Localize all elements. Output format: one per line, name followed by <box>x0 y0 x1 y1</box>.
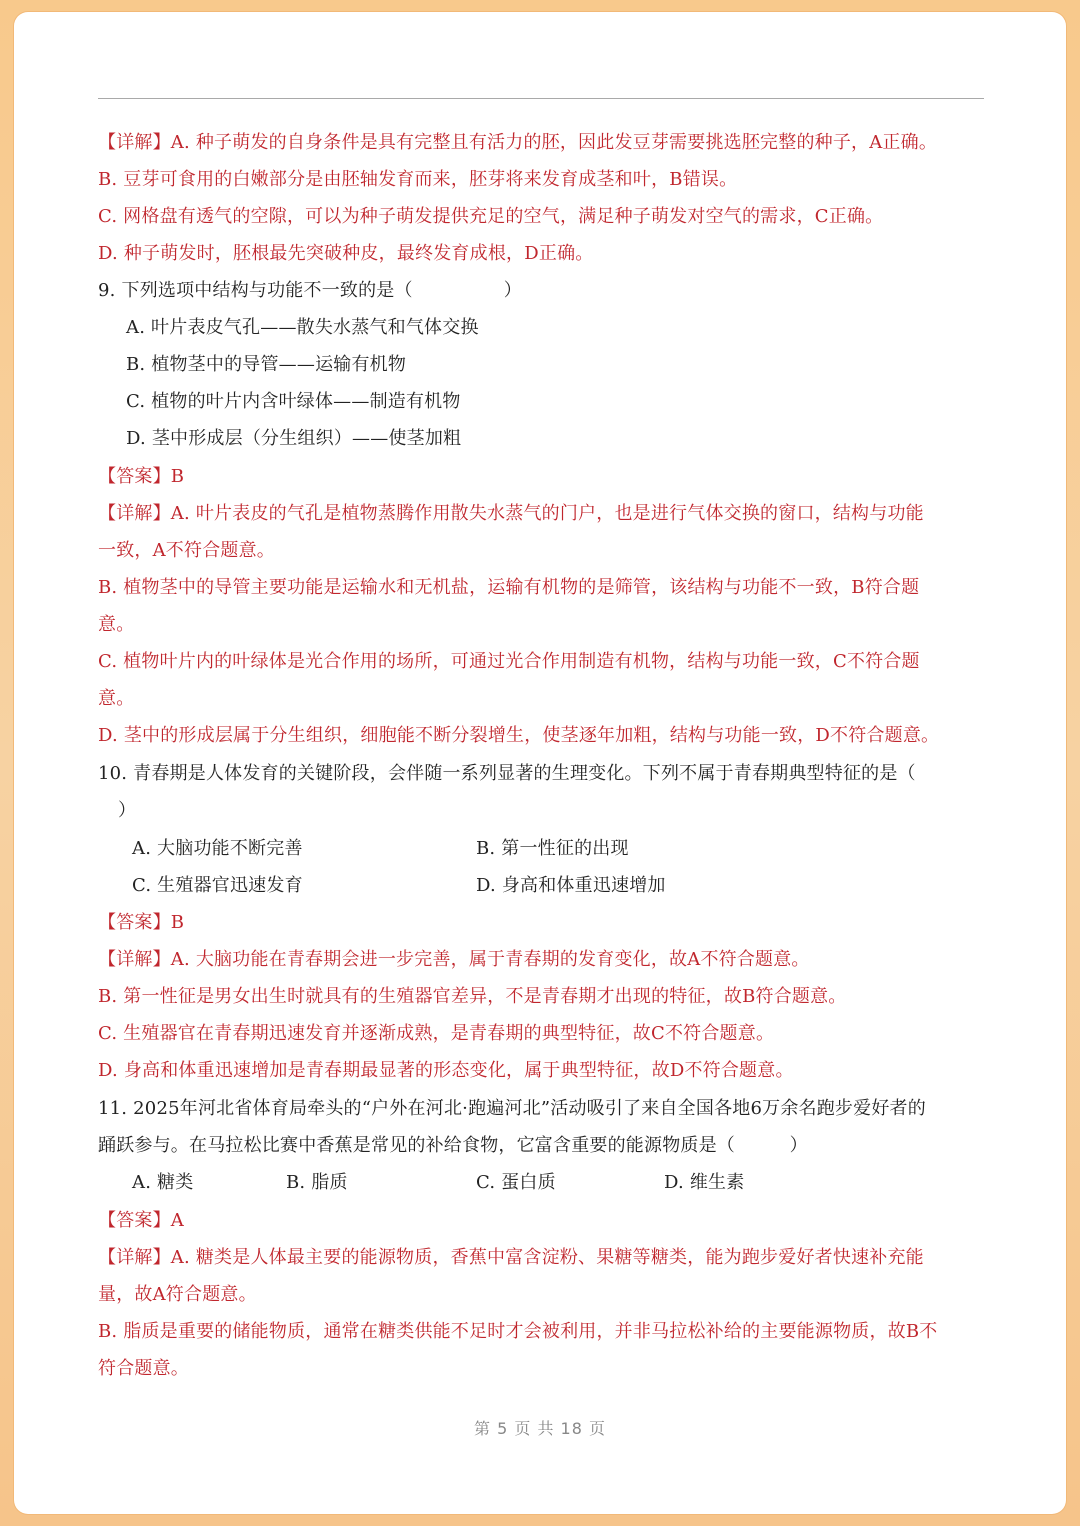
q10-stem-continued: ） <box>118 800 137 821</box>
q10-stem: 10. 青春期是人体发育的关键阶段，会伴随一系列显著的生理变化。下列不属于青春期典型特征的是（ <box>98 763 916 784</box>
q11-option-b: B. 脂质 <box>286 1172 348 1193</box>
q10-answer: 【答案】B <box>98 912 185 933</box>
q11-option-c: C. 蛋白质 <box>476 1172 556 1193</box>
q10-option-d: D. 身高和体重迅速增加 <box>476 875 666 896</box>
q11-detail-line: B. 脂质是重要的储能物质，通常在糖类供能不足时才会被利用，并非马拉松补给的主要能源物质，故B不 <box>98 1321 938 1342</box>
q9-detail-line: 【详解】A. 叶片表皮的气孔是植物蒸腾作用散失水蒸气的门户，也是进行气体交换的窗口，结构与功能 <box>98 503 924 524</box>
q11-option-a: A. 糖类 <box>132 1172 194 1193</box>
q9-detail-line: 一致，A不符合题意。 <box>98 540 275 561</box>
q9-detail-line: D. 茎中的形成层属于分生组织，细胞能不断分裂增生，使茎逐年加粗，结构与功能一致，D不符合题意。 <box>98 725 940 746</box>
q10-option-a: A. 大脑功能不断完善 <box>132 838 303 859</box>
q10-detail-line: B. 第一性征是男女出生时就具有的生殖器官差异，不是青春期才出现的特征，故B符合题意。 <box>98 986 847 1007</box>
q8-detail-b: B. 豆芽可食用的白嫩部分是由胚轴发育而来，胚芽将来发育成茎和叶，B错误。 <box>98 169 738 190</box>
q9-option-c: C. 植物的叶片内含叶绿体——制造有机物 <box>126 391 461 412</box>
q10-detail-line: 【详解】A. 大脑功能在青春期会进一步完善，属于青春期的发育变化，故A不符合题意。 <box>98 949 810 970</box>
q11-stem-continued: 踊跃参与。在马拉松比赛中香蕉是常见的补给食物，它富含重要的能源物质是（ ） <box>98 1135 808 1156</box>
q8-detail-a: 【详解】A. 种子萌发的自身条件是具有完整且有活力的胚，因此发豆芽需要挑选胚完整的种子，A正确。 <box>98 132 938 153</box>
q9-option-a: A. 叶片表皮气孔——散失水蒸气和气体交换 <box>126 317 479 338</box>
q9-detail-line: 意。 <box>98 614 135 635</box>
q9-detail-line: C. 植物叶片内的叶绿体是光合作用的场所，可通过光合作用制造有机物，结构与功能一致，C不符合题 <box>98 651 920 672</box>
q9-stem: 9. 下列选项中结构与功能不一致的是（ ） <box>98 280 522 301</box>
q11-stem: 11. 2025年河北省体育局牵头的“户外在河北·跑遍河北”活动吸引了来自全国各地6万余名跑步爱好者的 <box>98 1098 926 1119</box>
q10-option-c: C. 生殖器官迅速发育 <box>132 875 303 896</box>
q9-option-b: B. 植物茎中的导管——运输有机物 <box>126 354 407 375</box>
q8-detail-c: C. 网格盘有透气的空隙，可以为种子萌发提供充足的空气，满足种子萌发对空气的需求，C正确。 <box>98 206 884 227</box>
q9-detail-line: 意。 <box>98 688 135 709</box>
q9-option-d: D. 茎中形成层（分生组织）——使茎加粗 <box>126 428 462 449</box>
q11-detail-line: 【详解】A. 糖类是人体最主要的能源物质，香蕉中富含淀粉、果糖等糖类，能为跑步爱好者快速补充能 <box>98 1247 924 1268</box>
q9-answer: 【答案】B <box>98 466 185 487</box>
q11-answer: 【答案】A <box>98 1210 184 1231</box>
q11-option-d: D. 维生素 <box>664 1172 745 1193</box>
q8-detail-d: D. 种子萌发时，胚根最先突破种皮，最终发育成根，D正确。 <box>98 243 594 264</box>
page-number: 第 5 页 共 18 页 <box>474 1419 606 1438</box>
q10-option-b: B. 第一性征的出现 <box>476 838 629 859</box>
q10-detail-line: D. 身高和体重迅速增加是青春期最显著的形态变化，属于典型特征，故D不符合题意。 <box>98 1060 794 1081</box>
q10-detail-line: C. 生殖器官在青春期迅速发育并逐渐成熟，是青春期的典型特征，故C不符合题意。 <box>98 1023 775 1044</box>
q11-detail-line: 符合题意。 <box>98 1358 189 1379</box>
header-rule <box>98 98 984 99</box>
q11-detail-line: 量，故A符合题意。 <box>98 1284 257 1305</box>
q9-detail-line: B. 植物茎中的导管主要功能是运输水和无机盐，运输有机物的是筛管，该结构与功能不一致，B符合题 <box>98 577 920 598</box>
